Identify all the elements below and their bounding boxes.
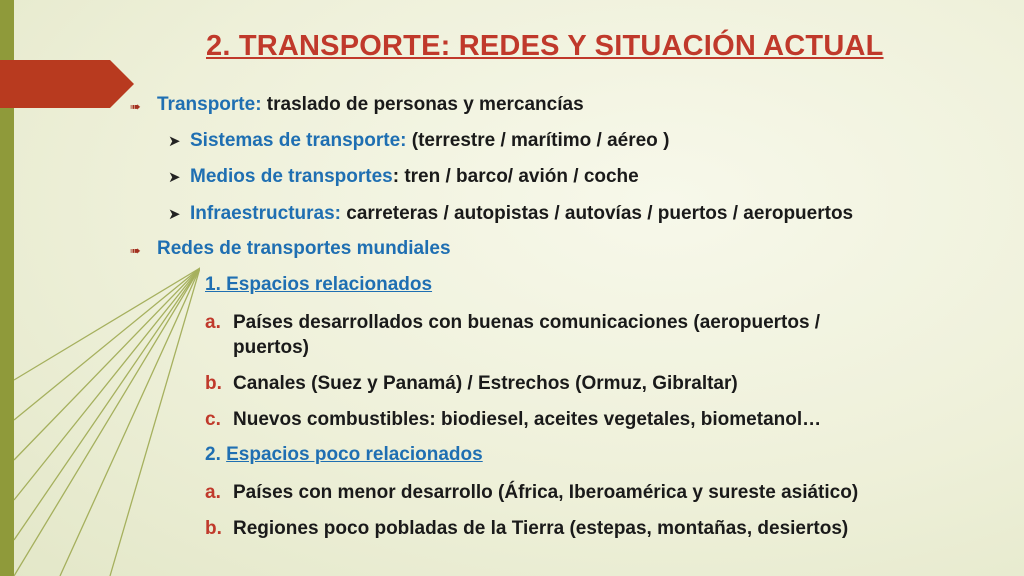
right-arrow-bullet-icon: ➠ bbox=[130, 243, 141, 258]
sub-medios bbox=[190, 165, 639, 188]
section-espacios-poco-relacionados-link[interactable]: Espacios poco relacionados bbox=[226, 444, 483, 465]
item-letter: c. bbox=[205, 409, 221, 430]
chevron-right-icon: ➤ bbox=[168, 206, 181, 223]
title-flag bbox=[0, 60, 136, 108]
bullet-redes: Redes de transportes mundiales bbox=[157, 238, 451, 259]
item-letter: b. bbox=[205, 518, 222, 539]
list-item-continued: puertos) bbox=[233, 337, 309, 358]
section-espacios-relacionados[interactable]: 1. Espacios relacionados bbox=[205, 274, 433, 295]
chevron-right-icon: ➤ bbox=[168, 133, 181, 150]
sub-sistemas-text: (terrestre / marítimo / aéreo ) bbox=[406, 130, 670, 151]
sub-infraestructuras bbox=[190, 202, 853, 225]
bullet-transporte-text: traslado de personas y mercancías bbox=[261, 94, 584, 115]
list-item: Países con menor desarrollo (África, Iberoamérica y sureste asiático) bbox=[233, 482, 859, 503]
item-letter: a. bbox=[205, 482, 221, 503]
chevron-right-icon: ➤ bbox=[168, 169, 181, 186]
section-number: 2. bbox=[205, 444, 227, 465]
sub-infraestructuras-label: Infraestructuras: bbox=[190, 203, 341, 224]
right-arrow-bullet-icon: ➠ bbox=[130, 99, 141, 114]
sub-infraestructuras-text: carreteras / autopistas / autovías / puertos / aeropuertos bbox=[341, 203, 854, 224]
list-item: Países desarrollados con buenas comunicaciones (aeropuertos / bbox=[233, 312, 821, 333]
sub-medios-label: Medios de transportes bbox=[190, 166, 393, 187]
section-espacios-poco-relacionados bbox=[205, 443, 483, 466]
sub-medios-text: : tren / barco/ avión / coche bbox=[392, 166, 639, 187]
list-item: Canales (Suez y Panamá) / Estrechos (Ormuz, Gibraltar) bbox=[233, 373, 738, 394]
item-letter: b. bbox=[205, 373, 222, 394]
sub-sistemas bbox=[190, 129, 669, 152]
sub-sistemas-label: Sistemas de transporte: bbox=[190, 130, 407, 151]
list-item: Nuevos combustibles: biodiesel, aceites vegetales, biometanol… bbox=[233, 409, 822, 430]
bullet-transporte-label: Transporte: bbox=[157, 94, 262, 115]
bullet-transporte bbox=[157, 93, 584, 116]
item-letter: a. bbox=[205, 312, 221, 333]
slide-title: 2. TRANSPORTE: REDES Y SITUACIÓN ACTUAL bbox=[206, 30, 884, 62]
list-item: Regiones poco pobladas de la Tierra (estepas, montañas, desiertos) bbox=[233, 518, 849, 539]
